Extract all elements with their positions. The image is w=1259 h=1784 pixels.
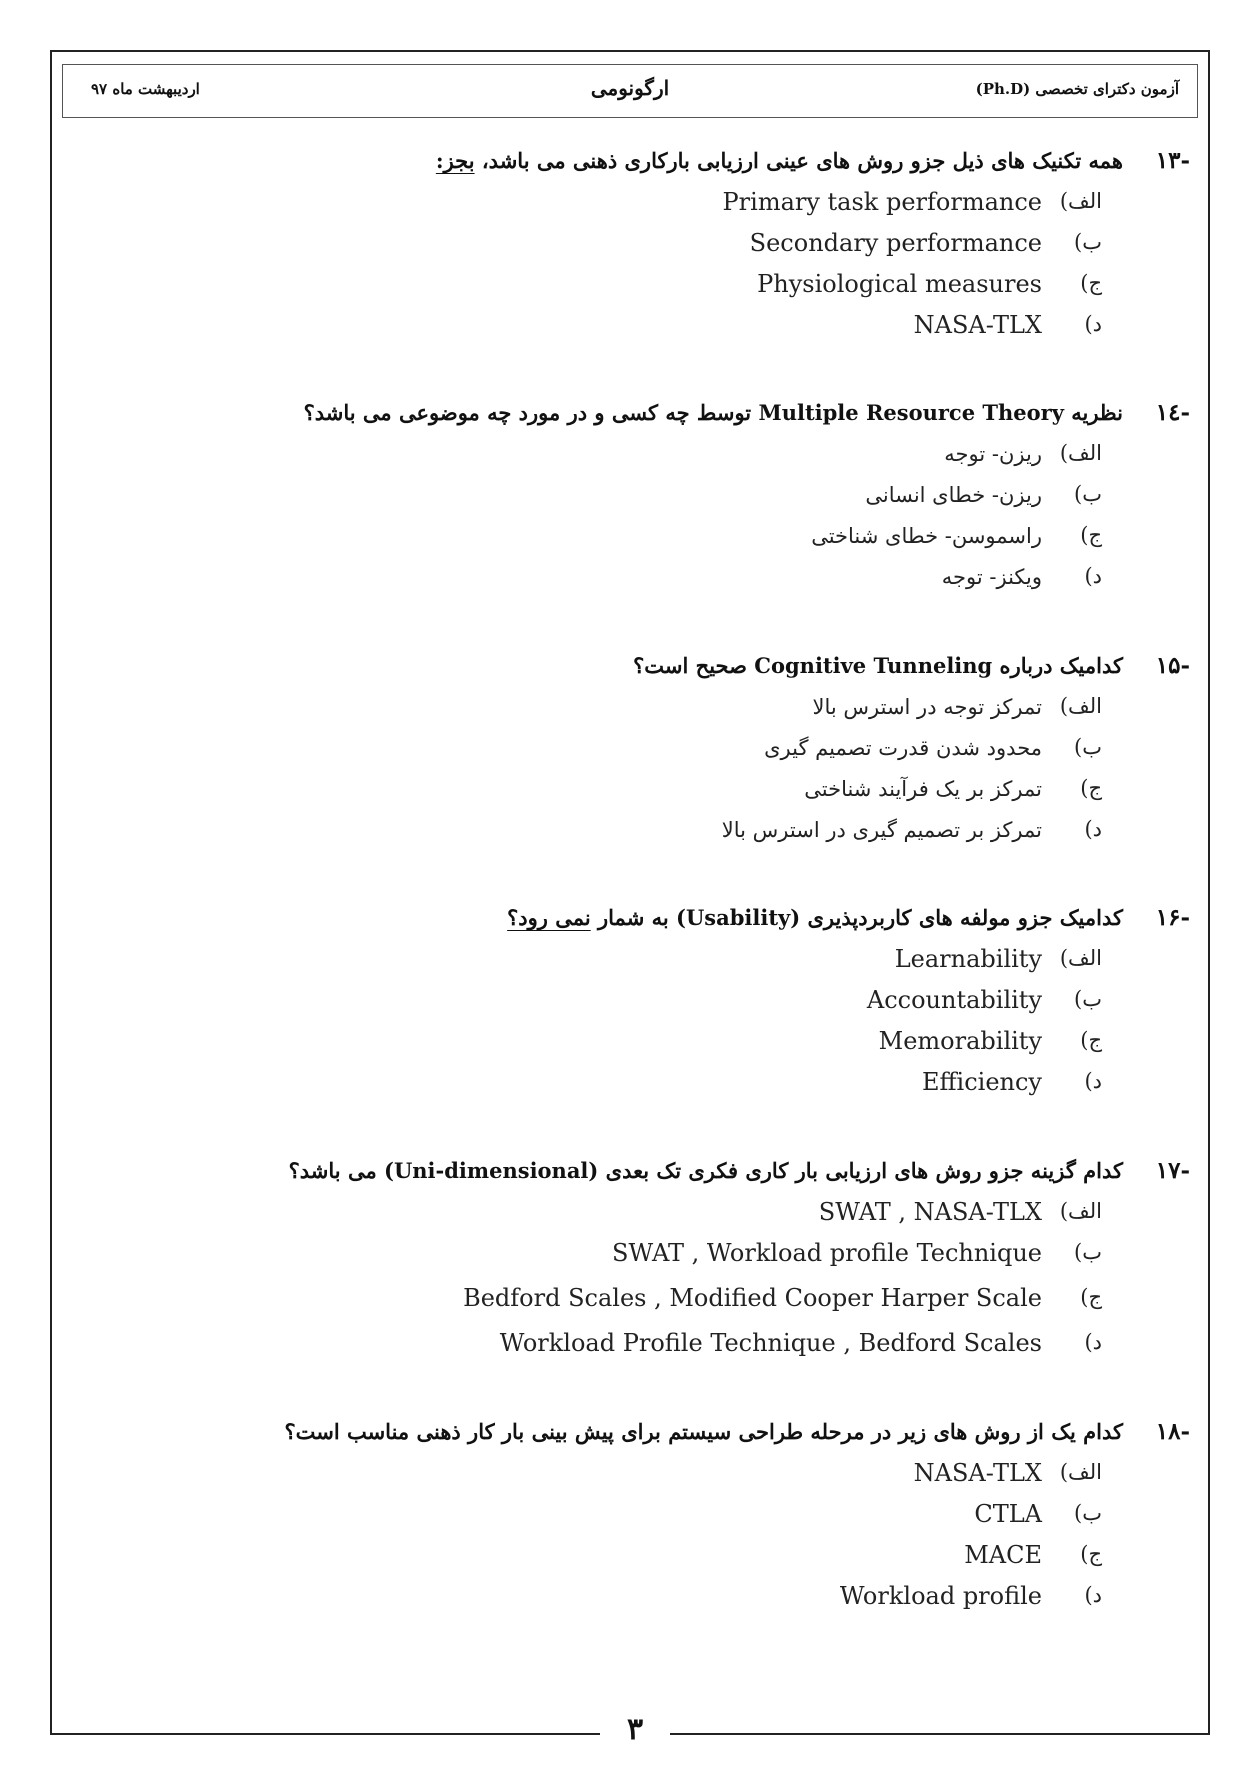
option-d[interactable] — [0, 1067, 1259, 1108]
option-label: ب) — [1074, 1501, 1102, 1525]
option-label: د) — [1084, 1069, 1102, 1093]
option-label: الف) — [1059, 694, 1102, 718]
option-c[interactable] — [0, 1026, 1259, 1067]
option-text: Workload Profile Technique , Bedford Scales — [499, 1329, 1042, 1357]
option-text: ریزن- خطای انسانی — [865, 483, 1042, 507]
question-text: کدام یک از روش های زیر در مرحله طراحی سیستم برای پیش بینی بار کار ذهنی مناسب است؟ — [284, 1419, 1123, 1444]
option-b[interactable] — [0, 228, 1259, 269]
option-label: ج) — [1080, 1542, 1102, 1566]
option-label: الف) — [1059, 1460, 1102, 1484]
option-text: Bedford Scales , Modified Cooper Harper Scale — [463, 1284, 1042, 1312]
option-text: Secondary performance — [749, 229, 1042, 257]
option-text: تمرکز توجه در استرس بالا — [812, 695, 1042, 719]
footer-divider-left — [60, 1733, 590, 1735]
question-emphasis: نمی رود؟ — [507, 905, 591, 930]
question-number: -۱٤ — [1155, 399, 1190, 426]
option-text: تمرکز بر تصمیم گیری در استرس بالا — [721, 818, 1042, 842]
question-text: کدامیک درباره Cognitive Tunneling صحیح است؟ — [633, 653, 1123, 678]
question-number: -۱۸ — [1155, 1418, 1190, 1445]
question-text: نظریه Multiple Resource Theory توسط چه کسی و در مورد چه موضوعی می باشد؟ — [303, 400, 1123, 425]
option-d[interactable] — [0, 1328, 1259, 1369]
question-14 — [0, 399, 1259, 603]
option-text: Accountability — [866, 986, 1042, 1014]
option-label: ب) — [1074, 735, 1102, 759]
option-text: SWAT , NASA-TLX — [818, 1198, 1042, 1226]
option-text: NASA-TLX — [913, 311, 1042, 339]
option-label: د) — [1084, 1330, 1102, 1354]
option-c[interactable] — [0, 774, 1259, 815]
option-c[interactable] — [0, 1283, 1259, 1328]
question-16 — [0, 904, 1259, 1108]
option-c[interactable] — [0, 1540, 1259, 1581]
option-label: ج) — [1080, 271, 1102, 295]
exam-header — [62, 64, 1198, 118]
option-a[interactable] — [0, 1197, 1259, 1238]
option-label: د) — [1084, 312, 1102, 336]
option-b[interactable] — [0, 1499, 1259, 1540]
question-number: -۱۶ — [1155, 904, 1190, 931]
option-text: Primary task performance — [722, 188, 1042, 216]
question-18 — [0, 1418, 1259, 1622]
option-text: MACE — [964, 1541, 1042, 1569]
option-label: ج) — [1080, 523, 1102, 547]
option-label: الف) — [1059, 189, 1102, 213]
option-text: Workload profile — [839, 1582, 1042, 1610]
option-text: Efficiency — [921, 1068, 1042, 1096]
option-a[interactable] — [0, 944, 1259, 985]
option-text: راسموسن- خطای شناختی — [811, 524, 1042, 548]
option-label: ج) — [1080, 1028, 1102, 1052]
option-c[interactable] — [0, 269, 1259, 310]
option-label: ب) — [1074, 230, 1102, 254]
option-a[interactable] — [0, 692, 1259, 733]
option-label: د) — [1084, 817, 1102, 841]
question-17 — [0, 1157, 1259, 1369]
option-d[interactable] — [0, 562, 1259, 603]
option-text: SWAT , Workload profile Technique — [612, 1239, 1042, 1267]
question-15 — [0, 652, 1259, 856]
exam-title: آزمون دکترای تخصصی (Ph.D) — [975, 80, 1179, 98]
option-label: ب) — [1074, 482, 1102, 506]
option-d[interactable] — [0, 815, 1259, 856]
option-b[interactable] — [0, 1238, 1259, 1283]
option-text: تمرکز بر یک فرآیند شناختی — [804, 777, 1042, 801]
subject-title: ارگونومی — [590, 76, 670, 100]
option-text: Physiological measures — [757, 270, 1042, 298]
page-number: ۳ — [600, 1712, 670, 1747]
option-a[interactable] — [0, 187, 1259, 228]
question-13 — [0, 147, 1259, 351]
question-emphasis: بجز: — [435, 148, 475, 173]
option-label: الف) — [1059, 946, 1102, 970]
question-text: کدام گزینه جزو روش های ارزیابی بار کاری فکری تک بعدی (Uni-dimensional) می باشد؟ — [288, 1158, 1123, 1183]
option-label: د) — [1084, 564, 1102, 588]
option-label: د) — [1084, 1583, 1102, 1607]
option-b[interactable] — [0, 480, 1259, 521]
option-text: ویکنز- توجه — [941, 565, 1042, 589]
option-text: NASA-TLX — [913, 1459, 1042, 1487]
question-number: -۱۷ — [1155, 1157, 1190, 1184]
option-d[interactable] — [0, 310, 1259, 351]
option-text: Learnability — [894, 945, 1042, 973]
option-c[interactable] — [0, 521, 1259, 562]
option-text: Memorability — [878, 1027, 1042, 1055]
option-b[interactable] — [0, 733, 1259, 774]
option-text: ریزن- توجه — [944, 442, 1042, 466]
question-text: همه تکنیک های ذیل جزو روش های عینی ارزیابی بارکاری ذهنی می باشد، بجز: — [435, 148, 1123, 173]
option-d[interactable] — [0, 1581, 1259, 1622]
option-a[interactable] — [0, 1458, 1259, 1499]
exam-date: اردیبهشت ماه ۹۷ — [91, 80, 200, 98]
option-label: الف) — [1059, 441, 1102, 465]
question-text: کدامیک جزو مولفه های کاربردپذیری (Usability) به شمار نمی رود؟ — [507, 905, 1123, 930]
option-text: CTLA — [974, 1500, 1042, 1528]
question-number: -۱۵ — [1155, 652, 1190, 679]
option-b[interactable] — [0, 985, 1259, 1026]
option-text: محدود شدن قدرت تصمیم گیری — [764, 736, 1042, 760]
question-number: -۱۳ — [1155, 147, 1190, 174]
option-a[interactable] — [0, 439, 1259, 480]
option-label: ب) — [1074, 987, 1102, 1011]
footer-divider-right — [680, 1733, 1210, 1735]
option-label: الف) — [1059, 1199, 1102, 1223]
option-label: ج) — [1080, 1285, 1102, 1309]
option-label: ب) — [1074, 1240, 1102, 1264]
option-label: ج) — [1080, 776, 1102, 800]
